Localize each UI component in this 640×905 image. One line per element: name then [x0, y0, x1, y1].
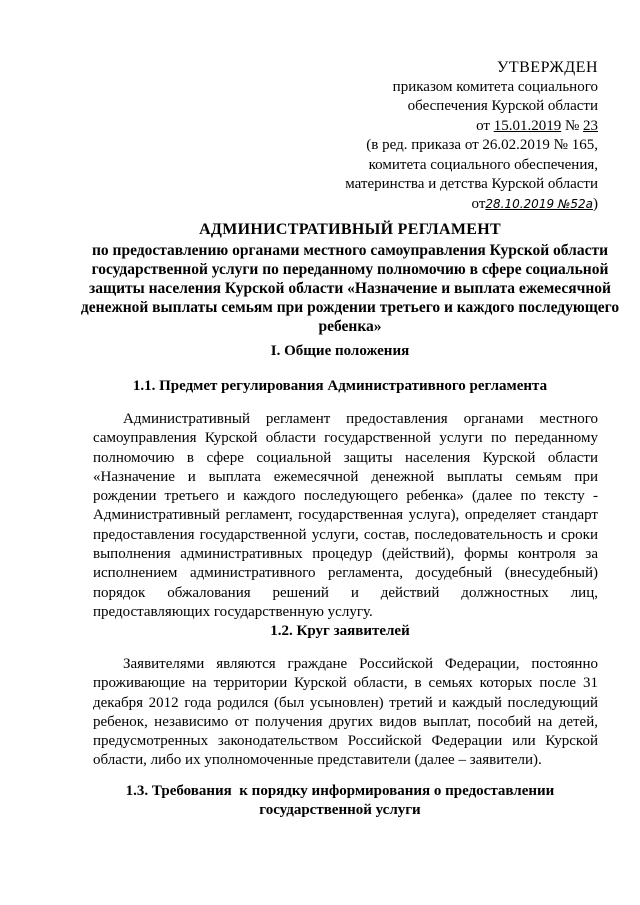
section-1-1-text: Административный регламент предоставления органами местного самоуправления Курской области государственной услуги по переданному полномочию в сфере социальной защиты населения Курской области «Назначение и выплата ежемесячной денежной выплаты семьям при рождении третьего и каждого последующего ребенка» (далее по тексту - Административный регламент, государственная услуга), определяет стандарт предоставления государственной услуги, состав, последовательность и сроки выполнения административных процедур (действий), формы контроля за исполнением административного регламента, досудебный (внесудебный) порядок обжалования решений и действий должностных лиц, предоставляющих государственную услугу. [93, 411, 598, 620]
approval-date-line [345, 117, 598, 137]
approval-date-prefix: от [476, 117, 494, 134]
approval-line-2: обеспечения Курской области [407, 98, 598, 114]
title-subtitle: по предоставлению органами местного самоуправления Курской области государственной услуги по переданному полномочию в сфере социальной защиты населения Курской области «Назначение и выплата ежемесячной денежной выплаты семьям при рождении третьего и каждого последующего ребенка» [80, 242, 620, 335]
amendment-line-4 [345, 195, 598, 215]
section-general-heading: I. Общие положения [270, 343, 410, 359]
section-1-2-heading: 1.2. Круг заявителей [270, 623, 410, 639]
amendment-line-3: материнства и детства Курской области [345, 176, 598, 192]
document-title [80, 220, 620, 336]
approval-line-1: приказом комитета социального [392, 78, 598, 95]
title-main: АДМИНИСТРАТИВНЫЙ РЕГЛАМЕНТ [199, 221, 501, 238]
approval-block [345, 58, 598, 214]
amendment-suffix: ) [593, 195, 598, 212]
section-1-1-heading: 1.1. Предмет регулирования Административного регламента [132, 378, 548, 394]
handwritten-amendment-date: 28.10.2019 №52а [485, 196, 593, 211]
section-1-2-text: Заявителями являются граждане Российской Федерации, постоянно проживающие на территории Курской области, в семьях которых после 31 декабря 2012 года родился (был усыновлен) третий и каждый последующий ребенок, независимо от получения других видов выплат, пособий на детей, предусмотренных законодательством Российской Федерации или Курской области, либо их уполномоченные представители (далее – заявители). [93, 656, 598, 769]
section-1-3-heading-line-2: государственной услуги [259, 802, 421, 818]
approval-stamp: УТВЕРЖДЕН [497, 59, 598, 76]
amendment-line-2: комитета социального обеспечения, [368, 156, 598, 173]
approval-number: 23 [583, 117, 598, 134]
amendment-line-1: (в ред. приказа от 26.02.2019 № 165, [366, 137, 598, 153]
approval-number-prefix: № [561, 117, 583, 134]
amendment-date-prefix: от [471, 195, 486, 212]
approval-date: 15.01.2019 [493, 117, 562, 134]
section-1-3-heading-line-1: 1.3. Требования к порядку информирования о предоставлении [125, 783, 555, 799]
section-1-3-heading [60, 782, 620, 820]
